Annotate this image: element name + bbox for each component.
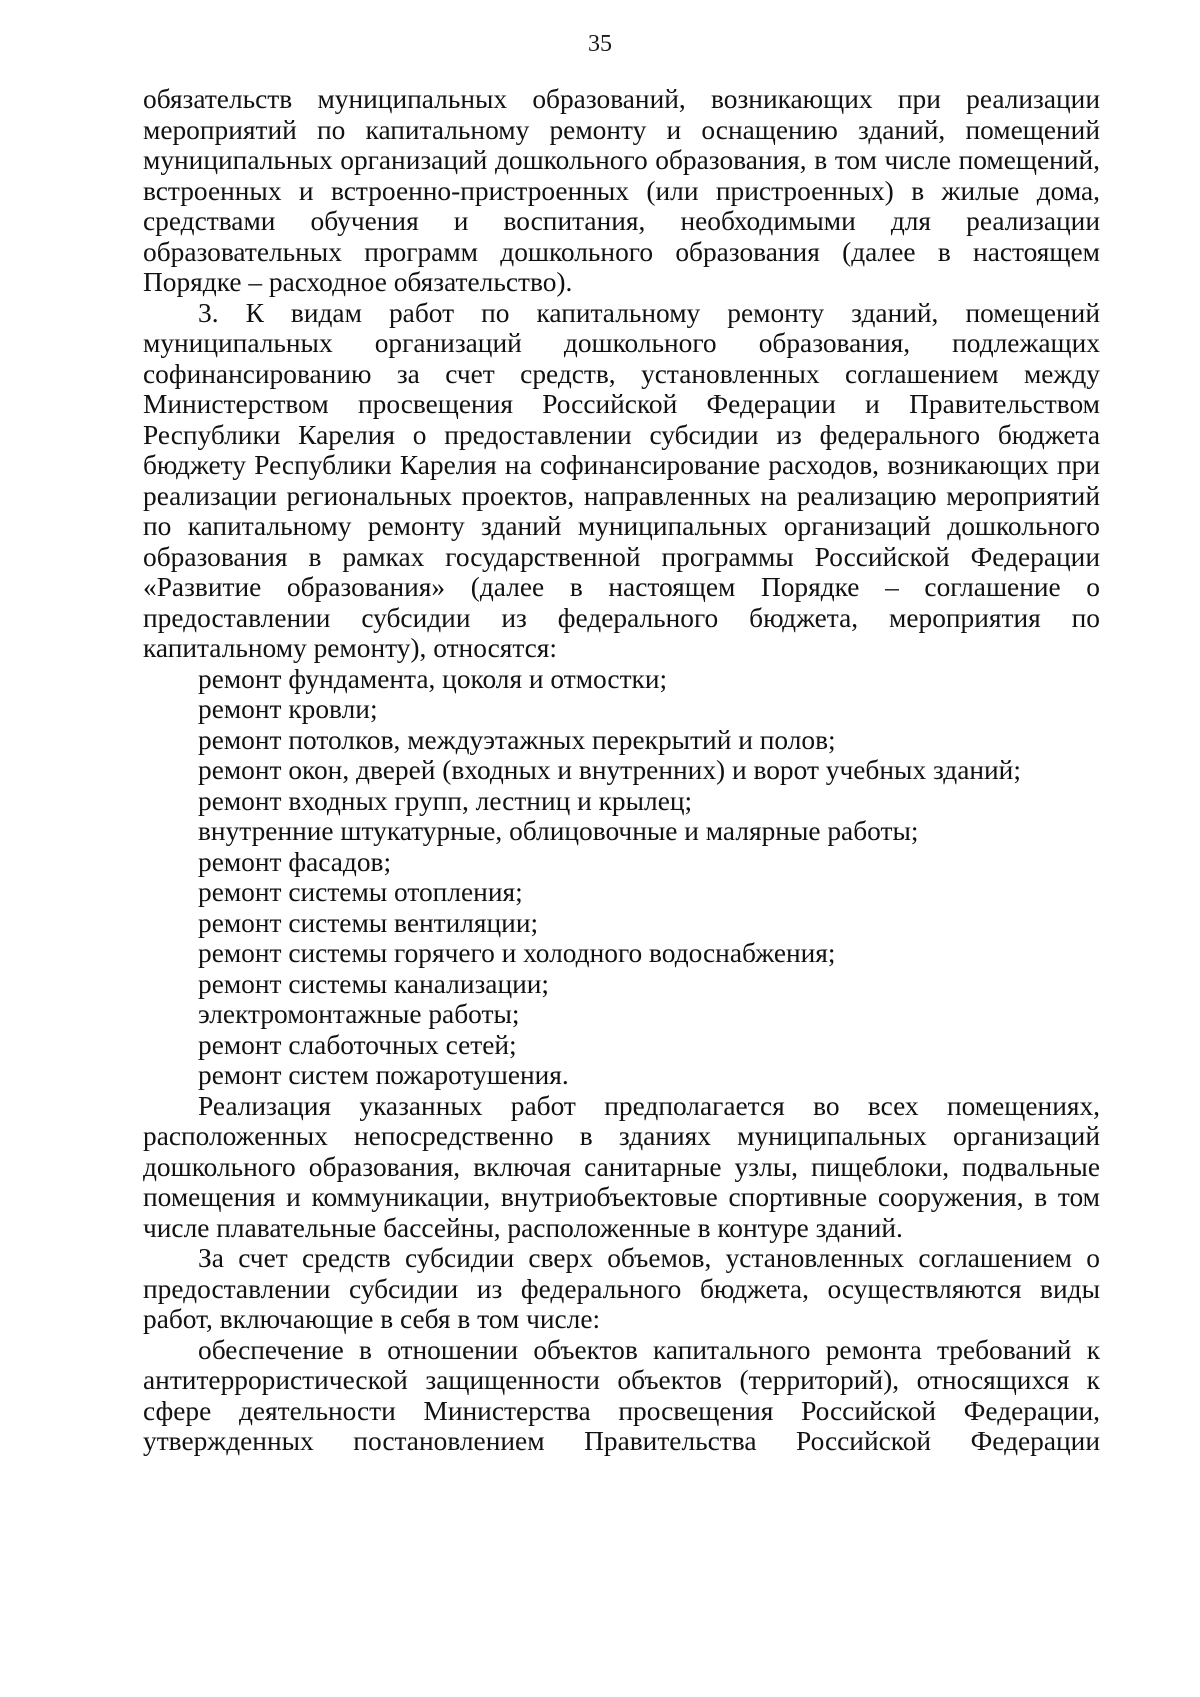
list-item: ремонт системы вентиляции; [198,907,539,938]
paragraph-subsidy-funds: За счет средств субсидии сверх объемов, установленных соглашением о предоставлении субсидии из федерального бюджета, осуществляются виды работ, включающие в себя в том числе: [143,1243,1100,1334]
list-item: ремонт кровли; [198,694,378,724]
list-item: ремонт фасадов; [198,846,392,877]
list-item: внутренние штукатурные, облицовочные и малярные работы; [198,816,919,846]
list-item: ремонт систем пожаротушения. [198,1060,569,1090]
paragraph-implementation: Реализация указанных работ предполагается во всех помещениях, расположенных непосредственно в зданиях муниципальных организаций дошкольного образования, включая санитарные узлы, пищеблоки, подвальные помещения и коммуникации, внутриобъектовые спортивные сооружения, в том числе плавательные бассейны, расположенные в контуре зданий. [143,1090,1100,1243]
list-item: ремонт системы горячего и холодного водоснабжения; [198,938,836,968]
list-item: ремонт фундамента, цоколя и отмостки; [198,663,668,694]
list-item: ремонт окон, дверей (входных и внутренних) и ворот учебных зданий; [198,755,1021,785]
paragraph-continuation: обязательств муниципальных образований, возникающих при реализации мероприятий по капитальному ремонту и оснащению зданий, помещений муниципальных организаций дошкольного образования, в том числе помещений, встроенных и встроенно-пристроенных (или пристроенных) в жилые дома, средствами обучения и воспитания, необходимыми для реализации образовательных программ дошкольного образования (далее в настоящем Порядке – расходное обязательство). [143,84,1100,297]
list-item: ремонт системы канализации; [198,968,550,999]
list-item: ремонт слаботочных сетей; [198,1029,517,1060]
list-item: ремонт входных групп, лестниц и крылец; [198,785,693,816]
list-item: электромонтажные работы; [198,999,520,1029]
list-item: ремонт потолков, междуэтажных перекрытий и полов; [198,724,836,755]
paragraph-antiterror: обеспечение в отношении объектов капитального ремонта требований к антитеррористической защищенности объектов (территорий), относящихся к сфере деятельности Министерства просвещения Российской Федерации, утвержденных постановлением Правительства Российской Федерации [143,1334,1100,1456]
document-body [143,84,1100,1457]
page-number: 35 [588,31,612,57]
list-item: ремонт системы отопления; [198,877,523,907]
paragraph-item-3: 3. К видам работ по капитальному ремонту зданий, помещений муниципальных организаций дошкольного образования, подлежащих софинансированию за счет средств, установленных соглашением между Министерством просвещения Российской Федерации и Правительством Республики Карелия о предоставлении субсидии из федерального бюджета бюджету Республики Карелия на софинансирование расходов, возникающих при реализации региональных проектов, направленных на реализацию мероприятий по капитальному ремонту зданий муниципальных организаций дошкольного образования в рамках государственной программы Российской Федерации «Развитие образования» (далее в настоящем Порядке – соглашение о предоставлении субсидии из федерального бюджета, мероприятия по капитальному ремонту), относятся: [143,297,1100,663]
